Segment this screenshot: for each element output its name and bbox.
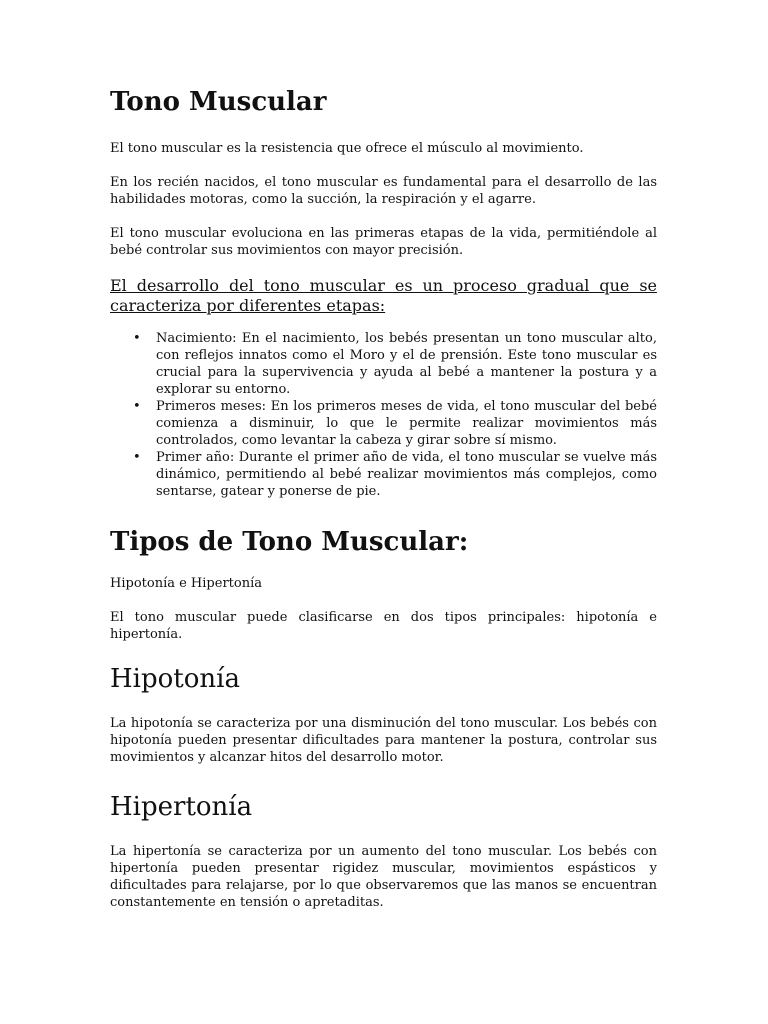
types-heading: Tipos de Tono Muscular: (110, 527, 469, 557)
document-page (110, 82, 657, 911)
list-item (133, 398, 657, 449)
types-paragraph: El tono muscular puede clasificarse en dos tipos principales: hipotonía e hipertonía. (110, 610, 657, 642)
list-item (133, 330, 657, 398)
hipertonia-paragraph: La hipertonía se caracteriza por un aumento del tono muscular. Los bebés con hipertonía pueden presentar rigidez muscular, movimientos espásticos y dificultades para relajarse, por lo que observaremos que las manos se encuentran constantemente en tensión o apretaditas. (110, 844, 657, 910)
list-item-text: Nacimiento: En el nacimiento, los bebés presentan un tono muscular alto, con reflejos innatos como el Moro y el de prensión. Este tono muscular es crucial para la supervivencia y ayuda al bebé a mantener la postura y a explorar su entorno. (156, 331, 657, 397)
bullet-icon: • (133, 399, 141, 414)
paragraph-newborns: En los recién nacidos, el tono muscular es fundamental para el desarrollo de las habilidades motoras, como la succión, la respiración y el agarre. (110, 175, 657, 207)
section-subtitle: El desarrollo del tono muscular es un proceso gradual que se caracteriza por diferentes etapas: (110, 276, 657, 315)
hipotonia-heading: Hipotonía (110, 664, 240, 694)
hipertonia-heading: Hipertonía (110, 792, 253, 822)
bullet-icon: • (133, 450, 141, 465)
list-item-text: Primer año: Durante el primer año de vida, el tono muscular se vuelve más dinámico, permitiendo al bebé realizar movimientos más complejos, como sentarse, gatear y ponerse de pie. (156, 450, 657, 499)
paragraph-definition: El tono muscular es la resistencia que ofrece el músculo al movimiento. (110, 141, 584, 156)
list-item-text: Primeros meses: En los primeros meses de vida, el tono muscular del bebé comienza a disminuir, lo que le permite realizar movimientos más controlados, como levantar la cabeza y girar sobre sí mismo. (156, 399, 657, 448)
list-item (133, 449, 657, 500)
bullet-icon: • (133, 331, 141, 346)
stages-list (110, 330, 657, 500)
paragraph-evolution: El tono muscular evoluciona en las primeras etapas de la vida, permitiéndole al bebé controlar sus movimientos con mayor precisión. (110, 226, 657, 258)
hipotonia-paragraph: La hipotonía se caracteriza por una disminución del tono muscular. Los bebés con hipotonía pueden presentar dificultades para mantener la postura, controlar sus movimientos y alcanzar hitos del desarrollo motor. (110, 716, 657, 765)
types-line: Hipotonía e Hipertonía (110, 576, 262, 591)
page-title: Tono Muscular (110, 87, 327, 117)
